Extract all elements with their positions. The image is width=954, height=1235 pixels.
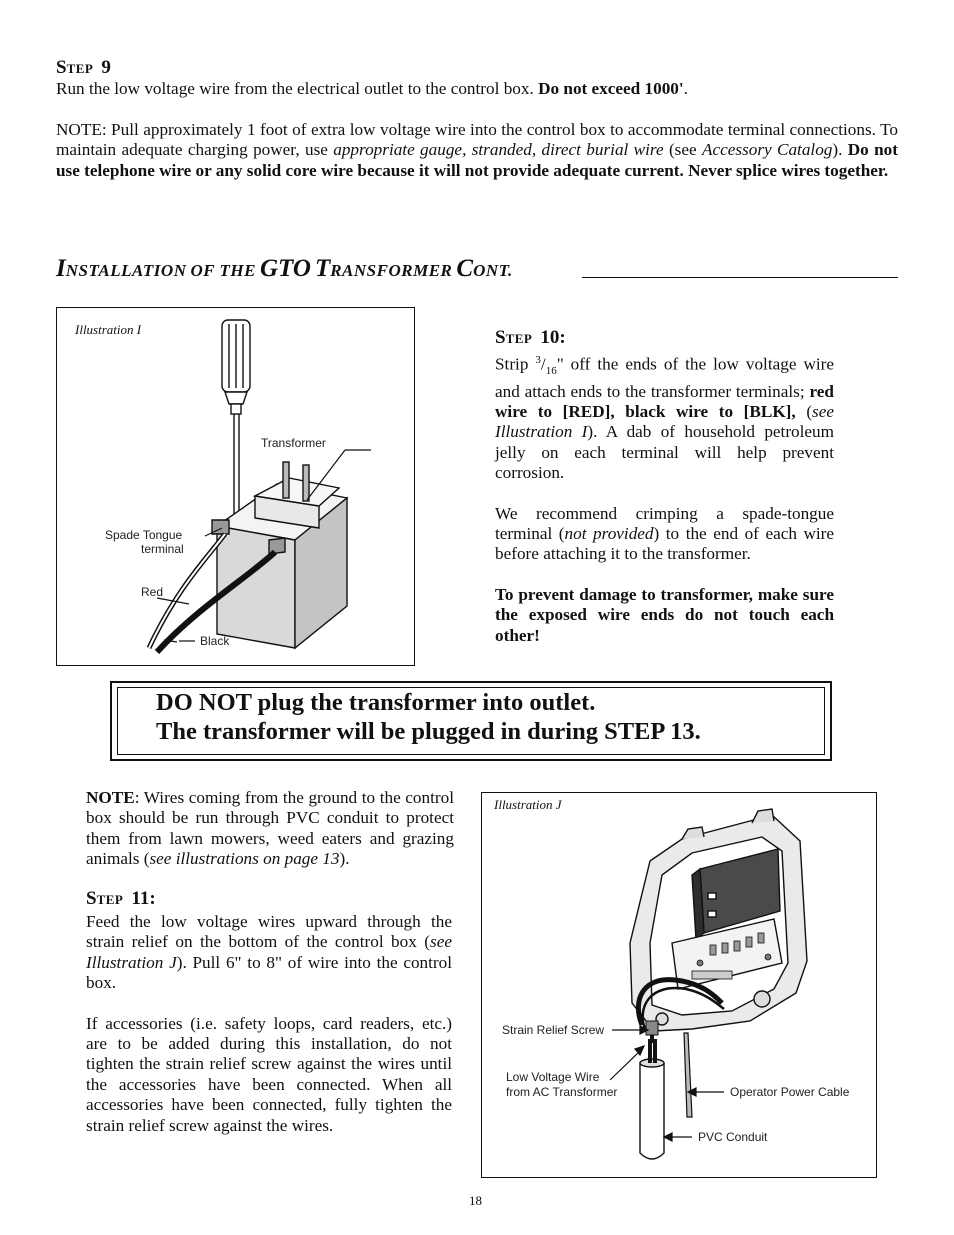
transformer-body-icon [212,462,347,648]
step9-note: NOTE: Pull approximately 1 foot of extra low voltage wire into the control box to accommodate terminal connections. To maintain adequate charging power, use appropriate gauge, stranded, direct burial wire (see Accessory Catalog). Do not use telephone wire or any solid core wire because it will not provide adequate current. Never splice wires together. [56,120,898,180]
illustration-j-frame [481,792,877,1178]
red-label: Red [141,585,164,599]
control-box-drawing [482,793,876,1177]
step10-body [495,350,834,646]
black-label: Black [200,634,230,648]
step11-para-1: Feed the low voltage wires upward through the strain relief on the bottom of the control box (see Illustration J). Pull 6" to 8" of wire into the control box. [86,912,453,993]
operator-cable-icon [684,1033,692,1117]
pvc-conduit-icon [640,1039,664,1159]
step9-line: Run the low voltage wire from the electrical outlet to the control box. Do not exceed 1000'. [56,79,688,98]
page-number: 18 [469,1193,482,1208]
spade-label-2: terminal [141,542,184,556]
step10-heading: STEP 10: [495,327,566,348]
pvc-conduit-label: PVC Conduit [698,1130,768,1144]
low-voltage-label-2: from AC Transformer [506,1085,618,1099]
illustration-i-title: Illustration I [75,322,142,337]
illustration-j-title: Illustration J [494,797,562,812]
step11-body [86,912,452,1136]
transformer-label: Transformer [261,436,326,450]
strain-relief-icon [646,1021,658,1035]
step9-heading: STEP 9 [56,57,111,78]
spade-label-1: Spade Tongue [105,528,183,542]
step11-para-2: If accessories (i.e. safety loops, card readers, etc.) are to be added during this installation, do not tighten the strain relief screw against the wires until the accessories have been connected. When all accessories have been connected, fully tighten the strain relief screw against the wires. [86,1013,452,1135]
step10-para-2: We recommend crimping a spade-tongue terminal (not provided) to the end of each wire before attaching it to the transformer. [495,503,835,564]
warning-line-2: The transformer will be plugged in during STEP 13. [156,718,701,745]
step10-para-1: Strip $^3/_{16}$" off the ends of the low voltage wire and attach ends to the transformer terminals; red wire to [RED], black wire to [BLK], (see Illustration I). A dab of household petroleum jelly on each terminal will help prevent corrosion. [495,354,834,483]
operator-cable-label: Operator Power Cable [730,1085,850,1099]
screwdriver-icon [222,320,250,534]
illustration-i-frame [56,307,415,666]
section-heading: INSTALLATION OF THE GTO TRANSFORMER CONT. [56,255,513,282]
strain-relief-label: Strain Relief Screw [502,1023,605,1037]
step11-heading: STEP 11: [86,888,156,909]
transformer-drawing [57,308,414,665]
low-voltage-label-1: Low Voltage Wire [506,1070,600,1084]
step10-para-3: To prevent damage to transformer, make sure the exposed wire ends do not touch each other! [495,584,834,645]
pvc-note: NOTE: Wires coming from the ground to the control box should be run through PVC conduit to protect them from lawn mowers, weed eaters and grazing animals (see illustrations on page 13). [86,788,454,869]
warning-line-1: DO NOT plug the transformer into outlet. [156,689,596,716]
section-rule [582,277,898,278]
